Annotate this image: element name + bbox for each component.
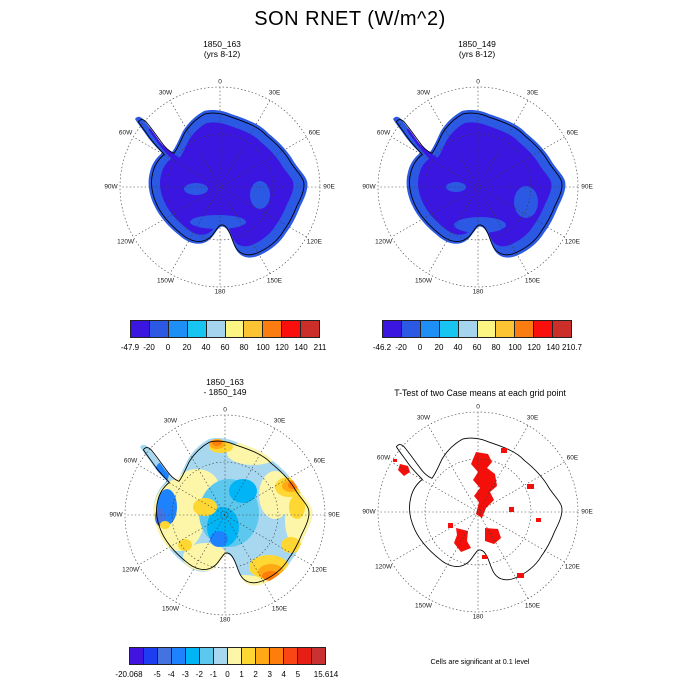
map-panel-bottom-right <box>358 392 598 632</box>
map-patch <box>184 183 208 195</box>
meridian-label: 120W <box>375 563 393 570</box>
meridian-label: 150E <box>271 605 288 613</box>
meridian-label: 90E <box>323 183 335 191</box>
colorbar-tick-label: 80 <box>491 343 501 352</box>
subtitle-top-left <box>122 39 322 59</box>
meridian-label: 120W <box>122 566 140 573</box>
meridian-label: 30E <box>268 89 281 97</box>
colorbar-tick-label: 2 <box>253 670 258 679</box>
meridian-label: 60E <box>566 129 579 136</box>
colorbar-cells <box>130 320 320 338</box>
meridian-label: 60W <box>123 457 138 464</box>
map-panel-top-left <box>100 67 340 307</box>
colorbar-cell <box>206 321 225 337</box>
map-patch <box>145 156 149 160</box>
meridian-label: 60W <box>376 129 391 136</box>
meridian-label: 30W <box>416 414 431 422</box>
colorbar-cell <box>514 321 533 337</box>
colorbar-cell <box>213 648 227 664</box>
meridian-label: 90E <box>581 508 593 516</box>
meridian-label: 150W <box>415 277 432 285</box>
colorbar-cell <box>225 321 244 337</box>
map-bottom-left-svg <box>105 395 345 635</box>
subtitle-top-left-line2: (yrs 8-12) <box>203 49 241 60</box>
colorbar-tick-label: 210.7 <box>561 343 583 352</box>
subtitle-top-left-line1: 1850_163 <box>203 39 241 49</box>
meridian-label: 30E <box>526 414 539 422</box>
colorbar-tick-label: 3 <box>267 670 272 679</box>
ttest-panel-title: T-Test of two Case means at each grid point <box>394 388 566 398</box>
colorbar-cell <box>157 648 171 664</box>
colorbar-tick-label: 20 <box>434 343 444 352</box>
meridian-label: 90W <box>104 183 118 191</box>
colorbar-cell <box>269 648 283 664</box>
meridian-label: 120W <box>117 238 135 245</box>
colorbar-tick-label: 40 <box>201 343 211 352</box>
colorbar-cell <box>533 321 552 337</box>
map-top-left-svg <box>100 67 340 307</box>
colorbar-tick-label: -3 <box>181 670 189 679</box>
meridian-label: 150E <box>266 277 283 285</box>
colorbar-tick-label: 60 <box>472 343 482 352</box>
meridian-label: 0 <box>218 78 222 86</box>
meridian-label: 60W <box>118 129 133 136</box>
meridian-label: 120E <box>306 238 322 245</box>
colorbar-tick-label: 140 <box>294 343 308 352</box>
map-panel-bottom-left <box>105 395 345 635</box>
meridian-label: 30E <box>273 417 286 425</box>
colorbar-cell <box>130 648 143 664</box>
meridian-label: 90W <box>109 511 123 519</box>
colorbar-cell <box>477 321 496 337</box>
meridian-label: 60W <box>376 454 391 461</box>
meridian-label: 0 <box>476 78 480 86</box>
meridian-label: 60E <box>313 457 326 464</box>
map-patch <box>281 537 301 553</box>
subtitle-bottom-left-line1: 1850_163 <box>206 377 244 387</box>
map-patch <box>404 157 408 161</box>
colorbar-tick-label: 120 <box>527 343 541 352</box>
colorbar-tick-label: 100 <box>508 343 522 352</box>
colorbar-cell <box>458 321 477 337</box>
meridian-label: 90E <box>581 183 593 191</box>
colorbar-cell <box>439 321 458 337</box>
colorbar-tick-label: 40 <box>453 343 463 352</box>
map-patch <box>210 531 228 547</box>
colorbar-tick-label: 120 <box>275 343 289 352</box>
meridian-label: 30W <box>416 89 431 97</box>
meridian-label: 90W <box>362 508 376 516</box>
meridian-label: 150W <box>415 602 432 610</box>
meridian-label: 150E <box>524 277 541 285</box>
map-patch <box>229 479 257 503</box>
colorbar-cell <box>143 648 157 664</box>
colorbar-tick-label: 0 <box>165 343 171 352</box>
page-title: SON RNET (W/m^2) <box>254 8 446 30</box>
colorbar-cell <box>262 321 281 337</box>
colorbar-cell <box>420 321 439 337</box>
colorbar-tick-label: -2 <box>195 670 203 679</box>
colorbar-tick-label: -1 <box>209 670 217 679</box>
meridian-label: 60E <box>308 129 321 136</box>
meridian-label: 30W <box>163 417 178 425</box>
map-patch <box>514 186 538 218</box>
colorbar-cell <box>168 321 187 337</box>
colorbar-top-left <box>120 320 327 352</box>
meridian-label: 180 <box>214 288 226 296</box>
colorbar-cell <box>283 648 297 664</box>
meridian-label: 180 <box>219 616 231 624</box>
colorbar-tick-label: 60 <box>220 343 230 352</box>
colorbar-tick-label: 0 <box>225 670 230 679</box>
colorbar-tick-label: 1 <box>239 670 244 679</box>
colorbar-tick-label: 211 <box>313 343 327 352</box>
colorbar-tick-label: 140 <box>546 343 560 352</box>
colorbar-tick-label: -5 <box>153 670 161 679</box>
map-patch <box>160 521 170 529</box>
colorbar-cell <box>243 321 262 337</box>
meridian-label: 0 <box>476 403 480 411</box>
colorbar-cell <box>383 321 401 337</box>
colorbar-tick-label: -20.068 <box>115 670 143 679</box>
meridian-label: 30E <box>526 89 539 97</box>
subtitle-bottom-left-line2: - 1850_149 <box>203 387 247 398</box>
colorbar-cells <box>382 320 572 338</box>
colorbar-tick-label: -46.2 <box>372 343 392 352</box>
meridian-label: 150W <box>157 277 174 285</box>
colorbar-cell <box>300 321 319 337</box>
meridian-label: 120E <box>311 566 327 573</box>
colorbar-tick-label: -47.9 <box>120 343 140 352</box>
map-patch <box>139 144 144 148</box>
map-bottom-right-svg <box>358 392 598 632</box>
map-patch <box>397 144 402 148</box>
ttest-caption: Cells are significant at 0.1 level <box>430 657 530 666</box>
colorbar-bottom-left <box>115 647 339 679</box>
subtitle-top-right <box>377 39 577 59</box>
meridian-label: 120E <box>564 238 580 245</box>
meridian-label: 0 <box>223 406 227 414</box>
map-panel-top-right <box>358 67 598 307</box>
colorbar-cell <box>281 321 300 337</box>
colorbar-cell <box>227 648 241 664</box>
colorbar-cell <box>311 648 325 664</box>
colorbar-tick-label: 4 <box>281 670 287 679</box>
colorbar-cell <box>241 648 255 664</box>
colorbar-tick-label: 20 <box>182 343 192 352</box>
colorbar-tick-label: 80 <box>239 343 249 352</box>
colorbar-tick-label: 5 <box>295 670 301 679</box>
meridian-label: 150E <box>524 602 541 610</box>
map-patch <box>289 495 305 519</box>
map-patch <box>250 181 270 209</box>
colorbar-tick-label: 15.614 <box>313 670 339 679</box>
map-patch <box>288 481 298 489</box>
colorbar-cell <box>131 321 149 337</box>
colorbar-tick-label: -20 <box>395 343 407 352</box>
colorbar-tick-label: -4 <box>167 670 175 679</box>
meridian-label: 90E <box>328 511 340 519</box>
map-top-right-svg <box>358 67 598 307</box>
meridian-label: 120E <box>564 563 580 570</box>
meridian-label: 30W <box>158 89 173 97</box>
colorbar-cell <box>199 648 213 664</box>
colorbar-cell <box>255 648 269 664</box>
colorbar-cell <box>495 321 514 337</box>
colorbar-tick-label: 100 <box>256 343 270 352</box>
colorbar-tick-label: -20 <box>143 343 155 352</box>
meridian-label: 120W <box>375 238 393 245</box>
colorbar-cell <box>149 321 168 337</box>
colorbar-top-right <box>372 320 583 352</box>
colorbar-cells <box>129 647 326 665</box>
meridian-label: 150W <box>162 605 179 613</box>
meridian-label: 180 <box>472 613 484 621</box>
colorbar-tick-label: 0 <box>417 343 423 352</box>
colorbar-cell <box>187 321 206 337</box>
subtitle-top-right-line1: 1850_149 <box>458 39 496 49</box>
map-patch <box>155 462 169 484</box>
meridian-label: 180 <box>472 288 484 296</box>
colorbar-cell <box>401 321 420 337</box>
colorbar-cell <box>185 648 199 664</box>
colorbar-cell <box>297 648 311 664</box>
meridian-label: 60E <box>566 454 579 461</box>
meridian-label: 90W <box>362 183 376 191</box>
colorbar-cell <box>552 321 571 337</box>
colorbar-cell <box>171 648 185 664</box>
subtitle-top-right-line2: (yrs 8-12) <box>458 49 496 60</box>
map-patch <box>193 498 217 516</box>
